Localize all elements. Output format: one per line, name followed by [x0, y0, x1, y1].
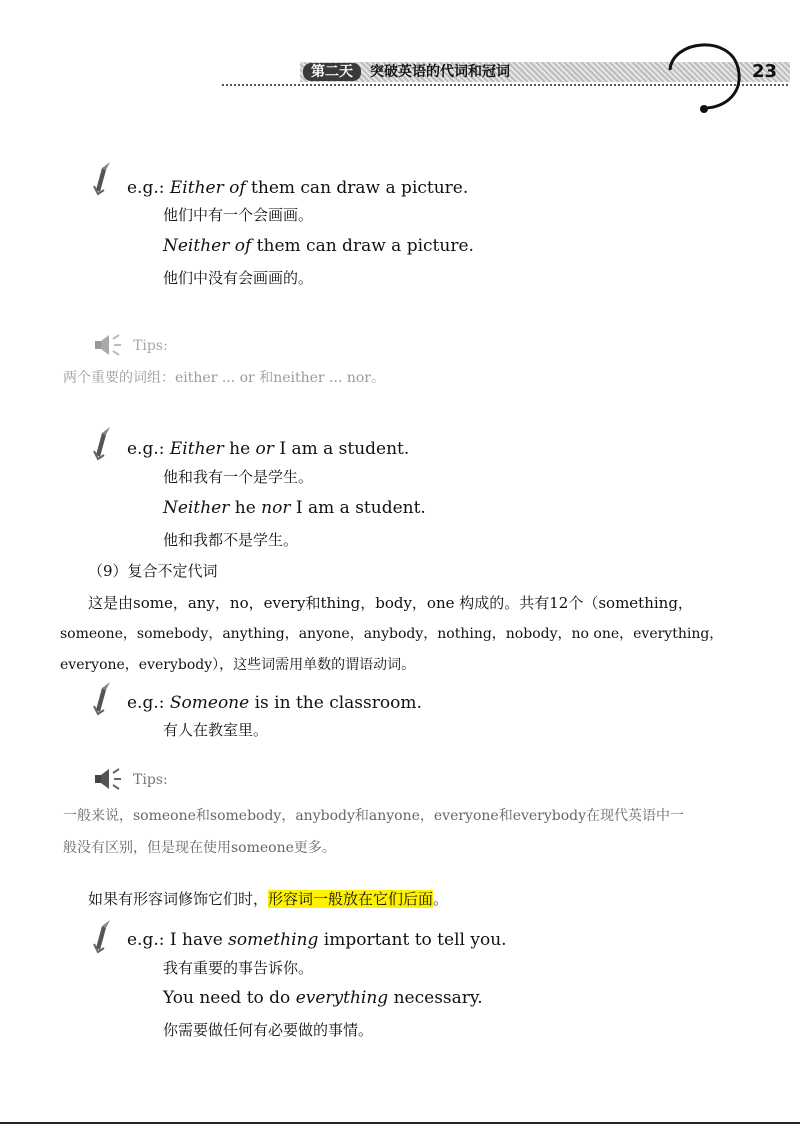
- header-chapter-title: 突破英语的代词和冠词: [370, 64, 510, 80]
- pen-icon: [92, 680, 118, 716]
- tips-text: 一般来说，someone和somebody，anybody和anyone，everyone和everybody在现代英语中一: [63, 808, 685, 824]
- paragraph-line: someone，somebody，anything，anyone，anybody，nothing，nobody，no one，everything，: [60, 626, 724, 642]
- tips-text: 般没有区别，但是现在使用someone更多。: [63, 840, 336, 856]
- page-number: 23: [752, 61, 778, 82]
- speaker-icon: [93, 767, 127, 791]
- tips-label: Tips:: [133, 338, 168, 354]
- highlighted-text: 形容词一般放在它们后面: [268, 890, 434, 908]
- example-translation: 他和我都不是学生。: [163, 531, 299, 549]
- paragraph-line: 这是由some，any，no，every和thing，body，one 构成的。共有12个（something，: [88, 594, 693, 612]
- example-translation: 我有重要的事告诉你。: [163, 959, 314, 977]
- example-line: Neither of them can draw a picture.: [163, 236, 474, 256]
- section-heading: （9）复合不定代词: [88, 562, 218, 580]
- pen-icon: [92, 160, 118, 196]
- tips-label: Tips:: [133, 772, 168, 788]
- header-swirl-icon: [660, 30, 750, 120]
- tips-text: 两个重要的词组：either ... or 和neither ... nor。: [63, 370, 385, 386]
- example-line: e.g.: I have something important to tell you.: [127, 930, 507, 950]
- speaker-icon: [93, 333, 127, 357]
- note-line: 如果有形容词修饰它们时，形容词一般放在它们后面。: [88, 890, 449, 908]
- example-line: e.g.: Someone is in the classroom.: [127, 693, 422, 713]
- pen-icon: [92, 918, 118, 954]
- example-translation: 你需要做任何有必要做的事情。: [163, 1021, 374, 1039]
- example-line: e.g.: Either he or I am a student.: [127, 439, 410, 459]
- pen-icon: [92, 425, 118, 461]
- example-translation: 有人在教室里。: [163, 721, 269, 739]
- example-line: You need to do everything necessary.: [163, 988, 483, 1008]
- paragraph-line: everyone，everybody），这些词需用单数的谓语动词。: [60, 657, 416, 673]
- page-bottom-rule: [0, 1122, 800, 1124]
- header-day-badge: 第二天: [303, 63, 361, 81]
- example-translation: 他们中有一个会画画。: [163, 206, 314, 224]
- example-line: e.g.: Either of them can draw a picture.: [127, 178, 469, 198]
- example-translation: 他们中没有会画画的。: [163, 269, 314, 287]
- example-translation: 他和我有一个是学生。: [163, 468, 314, 486]
- example-line: Neither he nor I am a student.: [163, 498, 426, 518]
